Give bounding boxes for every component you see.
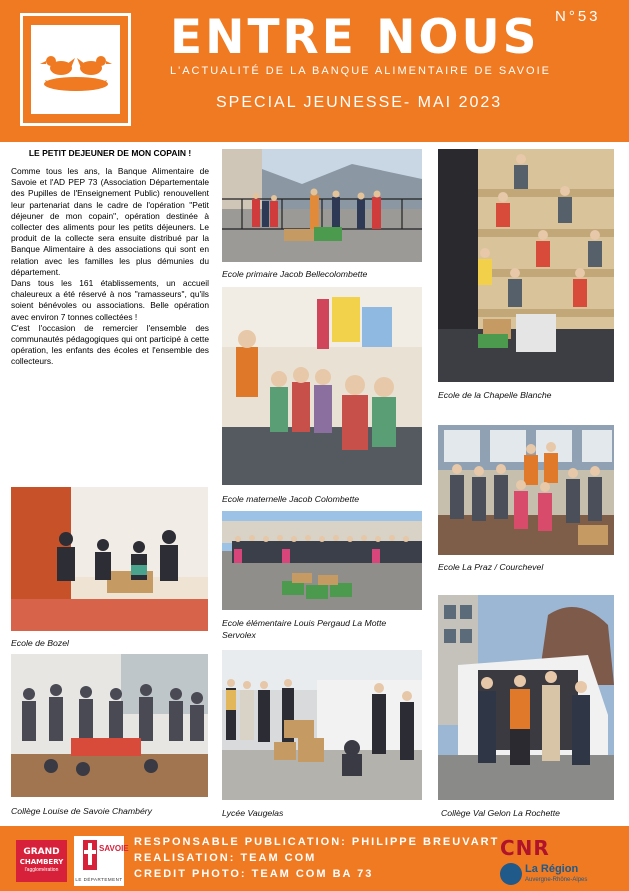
region-icon	[500, 863, 522, 885]
header-banner	[0, 0, 629, 142]
photo-maternelle-jacob	[222, 287, 422, 485]
credit-publication: RESPONSABLE PUBLICATION: PHILIPPE BREUVART	[134, 836, 500, 848]
caption-louis-pergaud: Ecole élémentaire Louis Pergaud La Motte Servolex	[222, 618, 387, 640]
caption-chapelle-blanche: Ecole de la Chapelle Blanche	[438, 390, 552, 400]
caption-louise-de-savoie: Collège Louise de Savoie Chambéry	[11, 806, 153, 816]
cnr-logo: CNR	[500, 836, 550, 860]
newsletter-subtitle: L'ACTUALITÉ DE LA BANQUE ALIMENTAIRE DE SAVOIE	[170, 65, 551, 77]
caption-maternelle-jacob: Ecole maternelle Jacob Colombette	[222, 494, 360, 504]
photo-chapelle-blanche	[438, 149, 614, 382]
credit-photo: CREDIT PHOTO: TEAM COM BA 73	[134, 868, 374, 880]
special-edition-label: SPECIAL JEUNESSE- MAI 2023	[216, 94, 503, 111]
article-body	[11, 166, 209, 368]
article-paragraph: C'est l'occasion de remercier l'ensemble des communautés pédagogiques qui ont participé à cette opération, les enfants des écoles et l'ensemble des collecteurs.	[11, 322, 209, 367]
article	[11, 148, 209, 368]
caption-val-gelon: Collège Val Gelon La Rochette	[441, 808, 560, 818]
photo-louis-pergaud	[222, 511, 422, 610]
savoie-departement-logo: SAVOIE LE DÉPARTEMENT	[74, 836, 124, 886]
photo-bozel	[11, 487, 208, 631]
caption-la-praz: Ecole La Praz / Courchevel	[438, 562, 544, 572]
article-paragraph: Comme tous les ans, la Banque Alimentaire de Savoie et l'AD PEP 73 (Association Départementale des Pupilles de l'Enseignement Public) renouvellent leur partenariat dans le cadre de l'opération "Petit déjeuner de mon copain", opération destinée à collecter des aliments pour les petits déjeuners. Le produit de la collecte sera ensuite distribué par la Banque Alimentaire à des associations qui sont en relation avec les familles les plus démunies du département.	[11, 166, 209, 277]
region-logo-name: La Région	[525, 863, 579, 875]
photo-vaugelas	[222, 650, 422, 800]
caption-vaugelas: Lycée Vaugelas	[222, 808, 284, 818]
photo-bellecolombette	[222, 149, 422, 262]
article-paragraph: Dans tous les 161 établissements, un accueil chaleureux a été réservé à nos "ramasseurs", qu'ils soient bénévoles ou associations. Belle opération avec environ 7 tonnes collectées !	[11, 278, 209, 322]
credit-realisation: REALISATION: TEAM COM	[134, 852, 317, 864]
issue-number: N°53	[555, 8, 601, 25]
photo-louise-de-savoie	[11, 654, 208, 797]
grand-chambery-logo: GRAND CHAMBERY l'agglomération	[16, 840, 67, 882]
birds-bowl-icon	[37, 44, 115, 96]
banque-alimentaire-logo	[20, 13, 131, 126]
footer-banner	[0, 826, 629, 891]
newsletter-title: ENTRE NOUS	[170, 10, 540, 65]
article-title: LE PETIT DEJEUNER DE MON COPAIN !	[28, 148, 192, 158]
photo-la-praz	[438, 425, 614, 555]
savoie-cross-icon	[83, 840, 97, 870]
region-logo-sub: Auvergne-Rhône-Alpes	[525, 877, 588, 883]
caption-bellecolombette: Ecole primaire Jacob Bellecolombette	[222, 269, 368, 279]
caption-bozel: Ecole de Bozel	[11, 638, 69, 648]
photo-val-gelon	[438, 595, 614, 800]
